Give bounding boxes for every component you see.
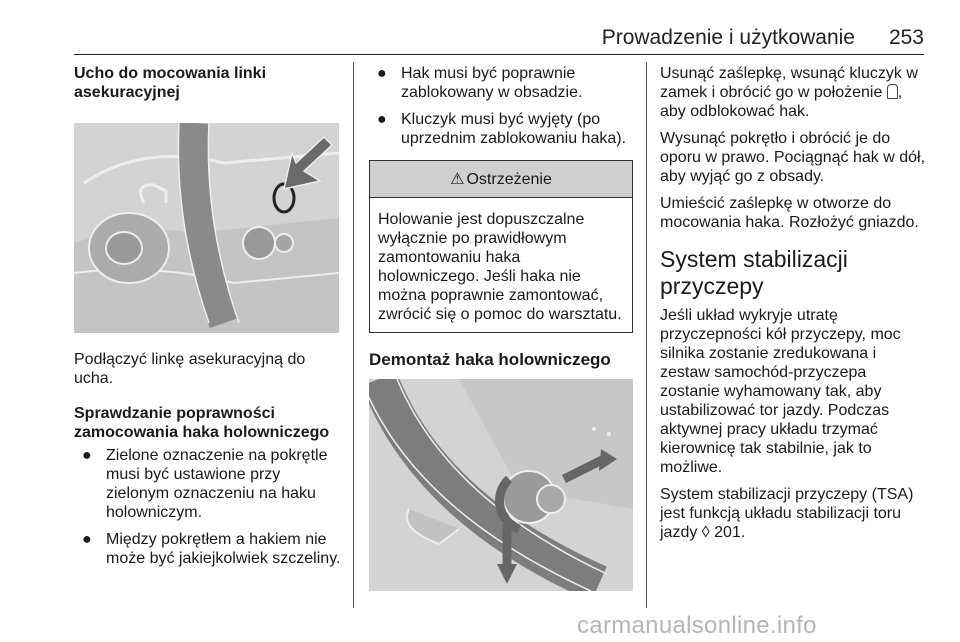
page-number: 253 [888, 26, 924, 49]
section-heading-tow-eye: Ucho do mocowania linki asekuracyjnej [74, 65, 267, 101]
tow-eye-illustration [74, 123, 339, 333]
paragraph-pull-knob: Wysunąć pokrętło i obrócić je do oporu w prawo. Pociągnąć hak w dół, aby wyjąć go z obsady. [660, 130, 926, 185]
page-reference-link[interactable]: 201. [714, 524, 746, 541]
column-3 [660, 64, 930, 542]
warning-title: Ostrzeżenie [466, 170, 552, 188]
paragraph-tsa-description: Jeśli układ wykryje utratę przyczepności kół przyczepy, moc silnika zostanie zredukowana i zestaw samochód-przyczepa zostanie wyhamowany tak, aby ustabilizować tor jazdy. Podczas aktywnej pracy układu trzymać kierownicę tak stabilnie, jak to możliwe. [660, 307, 901, 476]
warning-box [369, 160, 633, 333]
section-heading-removal: Demontaż haka holowniczego [369, 350, 611, 369]
header-divider [74, 54, 924, 55]
warning-header [370, 161, 632, 198]
list-item: ● Kluczyk musi być wyjęty (po uprzednim zablokowaniu haka). [377, 111, 627, 147]
column-divider-2 [646, 62, 647, 608]
watermark: carmanualsonline.info [577, 612, 817, 639]
column-1 [74, 64, 342, 576]
paragraph-attach-cable: Podłączyć linkę asekuracyjną do ucha. [74, 351, 306, 387]
bullet-icon: ● [377, 111, 387, 128]
warning-icon: ⚠ [450, 170, 465, 188]
column-divider-1 [353, 62, 354, 608]
column-2 [369, 64, 633, 591]
check-hook-list [74, 446, 342, 568]
paragraph-tsa-reference: System stabilizacji przyczepy (TSA) jest funkcją układu stabilizacji toru jazdy ◊ 201. [660, 486, 914, 541]
page-reference-icon: ◊ [701, 524, 715, 541]
section-heading-trailer-stability: System stabilizacji przyczepy [660, 246, 848, 299]
page-header [0, 0, 960, 56]
paragraph-unlock-hook: Usunąć zaślepkę, wsunąć kluczyk w zamek i obrócić go w położenie , aby odblokować hak. [660, 65, 918, 120]
warning-text: Holowanie jest dopuszczalne wyłącznie po prawidłowym zamontowaniu haka holowniczego. Jeśli haka nie można poprawnie zamontować, zwrócić się o pomoc do warsztatu. [378, 211, 622, 323]
bullet-icon: ● [82, 531, 92, 548]
hook-removal-illustration [369, 379, 633, 591]
paragraph-place-cover: Umieścić zaślepkę w otworze do mocowania haka. Rozłożyć gniazdo. [660, 195, 919, 231]
unlock-symbol-icon [887, 84, 898, 99]
list-item: ● Hak musi być poprawnie zablokowany w obsadzie. [377, 65, 583, 101]
section-heading-check-hook: Sprawdzanie poprawności zamocowania haka holowniczego [74, 405, 330, 441]
hook-requirements-list [369, 64, 633, 148]
list-item: ● Między pokrętłem a hakiem nie może być jakiejkolwiek szczeliny. [82, 531, 341, 567]
page-header-title: Prowadzenie i użytkowanie [601, 26, 855, 49]
bullet-icon: ● [377, 65, 387, 82]
bullet-icon: ● [82, 447, 92, 464]
list-item: ● Zielone oznaczenie na pokrętle musi być ustawione przy zielonym oznaczeniu na haku holowniczym. [82, 447, 328, 521]
